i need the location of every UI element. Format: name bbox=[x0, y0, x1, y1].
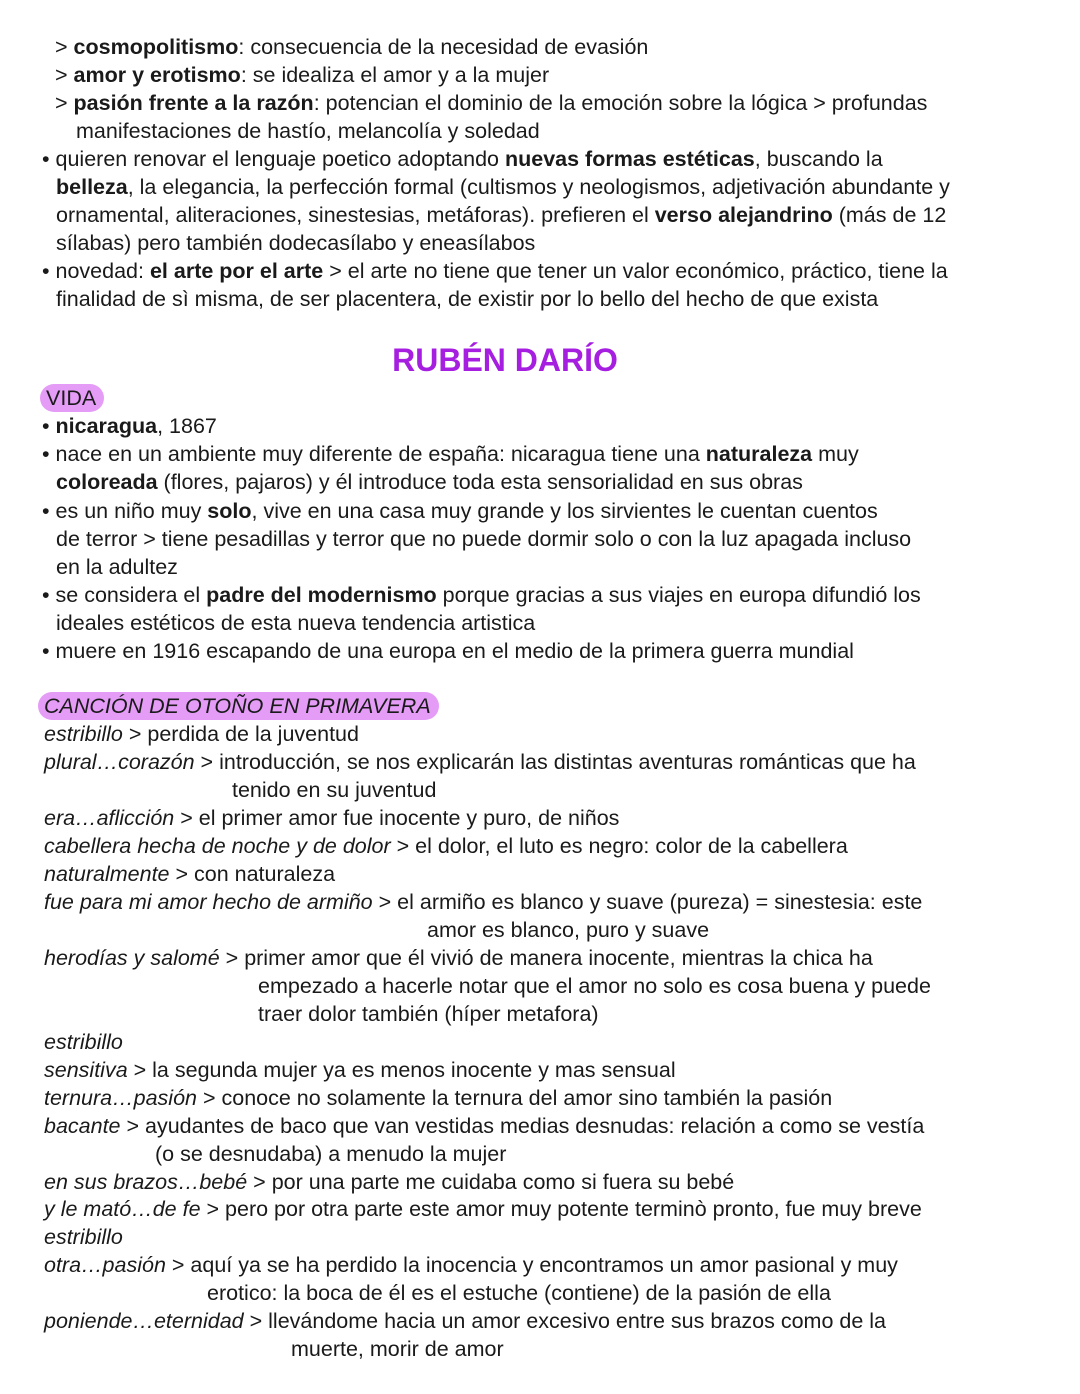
intro-line-continuation: manifestaciones de hastío, melancolía y soledad bbox=[76, 119, 540, 143]
verse-quote: sensitiva bbox=[44, 1058, 128, 1082]
cancion-line bbox=[44, 1084, 832, 1112]
verse-quote: estribillo bbox=[44, 1225, 123, 1249]
vida-bullet-padre: • se considera el padre del modernismo porque gracias a sus viajes en europa difundió los bbox=[42, 583, 921, 607]
cancion-line bbox=[44, 1168, 734, 1196]
cancion-line bbox=[44, 860, 335, 888]
verse-quote: y le mató…de fe bbox=[44, 1197, 201, 1221]
verse-explanation: > introducción, se nos explicarán las distintas aventuras románticas que ha bbox=[194, 750, 916, 774]
vida-line-terror: de terror > tiene pesadillas y terror que no puede dormir solo o con la luz apagada incluso bbox=[56, 527, 912, 551]
verse-explanation: traer dolor también (híper metafora) bbox=[258, 1002, 599, 1026]
cancion-line bbox=[258, 1000, 599, 1028]
verse-explanation: amor es blanco, puro y suave bbox=[427, 918, 710, 942]
intro-line-finalidad: finalidad de sì misma, de ser placentera, de existir por lo bello del hecho de que exista bbox=[56, 287, 879, 311]
verse-quote: cabellera hecha de noche y de dolor bbox=[44, 834, 391, 858]
cancion-line bbox=[44, 944, 873, 972]
cancion-line bbox=[44, 832, 848, 860]
verse-quote: poniende…eternidad bbox=[44, 1309, 244, 1333]
cancion-line bbox=[44, 804, 619, 832]
cancion-line bbox=[44, 1056, 676, 1084]
verse-explanation: tenido en su juventud bbox=[232, 778, 437, 802]
cancion-line bbox=[258, 972, 931, 1000]
verse-explanation: muerte, morir de amor bbox=[291, 1337, 504, 1361]
verse-explanation: > llevándome hacia un amor excesivo entre sus brazos como de la bbox=[243, 1309, 886, 1333]
section-label-cancion: CANCIÓN DE OTOÑO EN PRIMAVERA bbox=[38, 692, 439, 720]
verse-explanation: > el primer amor fue inocente y puro, de niños bbox=[174, 806, 620, 830]
page-title: RUBÉN DARÍO bbox=[392, 342, 618, 378]
vida-line-ideales: ideales estéticos de esta nueva tendencia artistica bbox=[56, 611, 536, 635]
cancion-line bbox=[44, 748, 916, 776]
verse-explanation: > la segunda mujer ya es menos inocente y mas sensual bbox=[127, 1058, 676, 1082]
cancion-line bbox=[232, 776, 436, 804]
vida-bullet-solo: • es un niño muy solo, vive en una casa muy grande y los sirvientes le cuentan cuentos bbox=[42, 499, 878, 523]
intro-line-silabas: sílabas) pero también dodecasílabo y eneasílabos bbox=[56, 231, 536, 255]
cancion-line bbox=[155, 1140, 506, 1168]
verse-explanation: > ayudantes de baco que van vestidas medias desnudas: relación a como se vestía bbox=[120, 1114, 925, 1138]
verse-quote: fue para mi amor hecho de armiño bbox=[44, 890, 373, 914]
intro-line-amor: > amor y erotismo: se idealiza el amor y a la mujer bbox=[55, 63, 550, 87]
verse-explanation: empezado a hacerle notar que el amor no solo es cosa buena y puede bbox=[258, 974, 931, 998]
intro-line-belleza: belleza, la elegancia, la perfección formal (cultismos y neologismos, adjetivación abundante y bbox=[56, 175, 950, 199]
cancion-line bbox=[44, 1195, 922, 1223]
cancion-line bbox=[44, 1223, 123, 1251]
verse-explanation: > perdida de la juventud bbox=[122, 722, 359, 746]
cancion-line bbox=[207, 1279, 831, 1307]
verse-quote: estribillo bbox=[44, 722, 123, 746]
section-label-vida: VIDA bbox=[40, 384, 104, 412]
intro-line-cosmopolitismo: > cosmopolitismo: consecuencia de la necesidad de evasión bbox=[55, 35, 649, 59]
cancion-line bbox=[44, 1307, 886, 1335]
verse-quote: era…aflicción bbox=[44, 806, 175, 830]
cancion-line bbox=[44, 1251, 898, 1279]
intro-line-pasion: > pasión frente a la razón: potencian el dominio de la emoción sobre la lógica > profundas bbox=[55, 91, 928, 115]
verse-explanation: > conoce no solamente la ternura del amor sino también la pasión bbox=[196, 1086, 833, 1110]
cancion-line bbox=[44, 888, 922, 916]
verse-explanation: > por una parte me cuidaba como si fuera su bebé bbox=[247, 1170, 735, 1194]
cancion-line bbox=[427, 916, 709, 944]
verse-explanation: > el armiño es blanco y suave (pureza) = sinestesia: este bbox=[372, 890, 923, 914]
verse-quote: estribillo bbox=[44, 1030, 123, 1054]
intro-bullet-lenguaje: • quieren renovar el lenguaje poetico adoptando nuevas formas estéticas, buscando la bbox=[42, 147, 883, 171]
verse-explanation: > aquí ya se ha perdido la inocencia y encontramos un amor pasional y muy bbox=[165, 1253, 898, 1277]
verse-explanation: > pero por otra parte este amor muy potente terminò pronto, fue muy breve bbox=[200, 1197, 922, 1221]
verse-quote: otra…pasión bbox=[44, 1253, 166, 1277]
verse-explanation: > el dolor, el luto es negro: color de la cabellera bbox=[390, 834, 848, 858]
verse-quote: plural…corazón bbox=[44, 750, 195, 774]
vida-bullet-ambiente: • nace en un ambiente muy diferente de españa: nicaragua tiene una naturaleza muy bbox=[42, 442, 859, 466]
vida-line-adultez: en la adultez bbox=[56, 555, 178, 579]
verse-quote: en sus brazos…bebé bbox=[44, 1170, 248, 1194]
verse-quote: herodías y salomé bbox=[44, 946, 220, 970]
verse-explanation: (o se desnudaba) a menudo la mujer bbox=[155, 1142, 507, 1166]
vida-line-coloreada: coloreada (flores, pajaros) y él introduce toda esta sensorialidad en sus obras bbox=[56, 470, 803, 494]
verse-quote: bacante bbox=[44, 1114, 121, 1138]
vida-bullet-nicaragua: • nicaragua, 1867 bbox=[42, 414, 217, 438]
verse-quote: naturalmente bbox=[44, 862, 170, 886]
cancion-line bbox=[44, 1028, 123, 1056]
cancion-line bbox=[44, 1112, 924, 1140]
intro-line-ornamental: ornamental, aliteraciones, sinestesias, metáforas). prefieren el verso alejandrino (más de 12 bbox=[56, 203, 947, 227]
verse-quote: ternura…pasión bbox=[44, 1086, 197, 1110]
intro-bullet-novedad: • novedad: el arte por el arte > el arte no tiene que tener un valor económico, práctico, tiene la bbox=[42, 259, 948, 283]
cancion-line bbox=[291, 1335, 504, 1363]
cancion-line bbox=[44, 720, 359, 748]
verse-explanation: > con naturaleza bbox=[169, 862, 336, 886]
verse-explanation: > primer amor que él vivió de manera inocente, mientras la chica ha bbox=[219, 946, 873, 970]
vida-bullet-muere: • muere en 1916 escapando de una europa en el medio de la primera guerra mundial bbox=[42, 639, 854, 663]
verse-explanation: erotico: la boca de él es el estuche (contiene) de la pasión de ella bbox=[207, 1281, 831, 1305]
